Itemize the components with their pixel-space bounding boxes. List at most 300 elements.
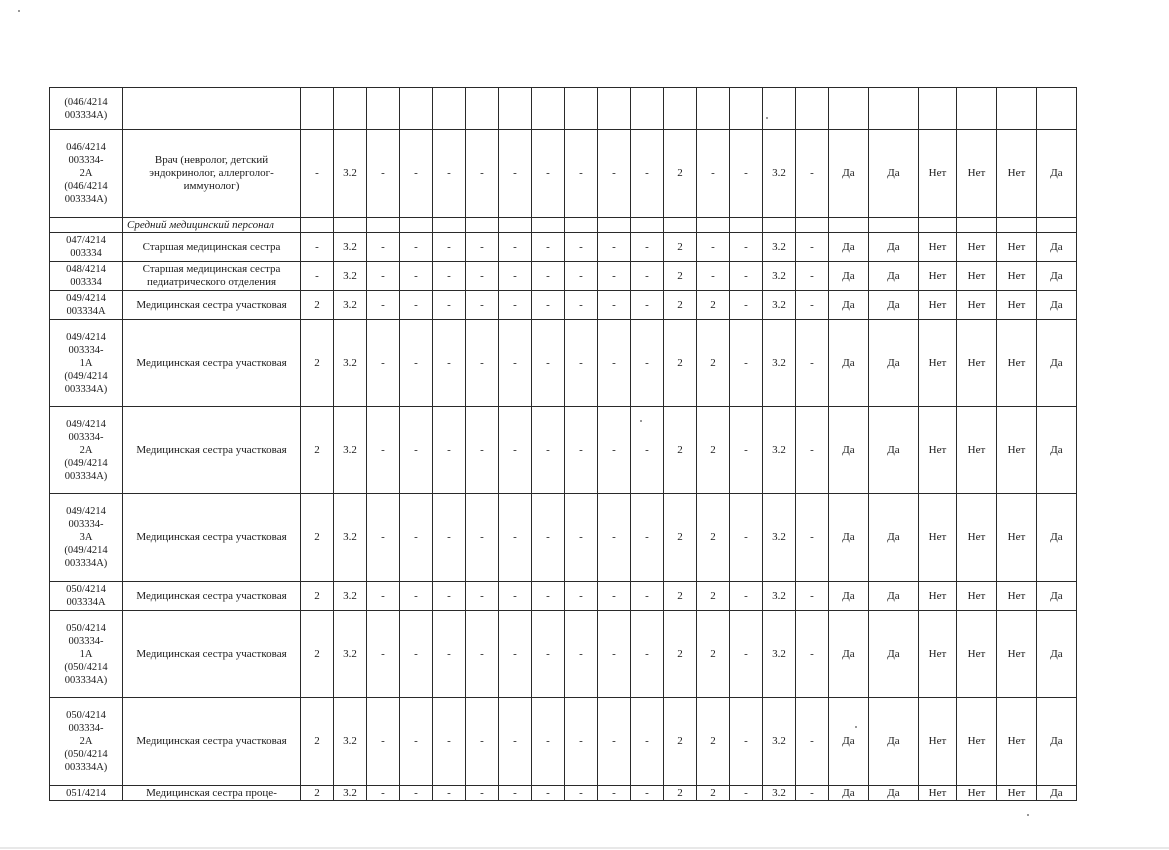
value-cell: -: [367, 786, 400, 801]
workplace-code: 051/4214: [50, 786, 123, 801]
value-cell: -: [400, 407, 433, 494]
value-cell: -: [730, 494, 763, 582]
value-cell: -: [400, 291, 433, 320]
value-cell: -: [697, 130, 730, 218]
value-cell: -: [631, 698, 664, 786]
value-cell: [1037, 88, 1077, 130]
value-cell: 3.2: [763, 130, 796, 218]
value-cell: Нет: [997, 611, 1037, 698]
value-cell: Да: [869, 698, 919, 786]
value-cell: 2: [664, 320, 697, 407]
value-cell: -: [466, 291, 499, 320]
value-cell: 2: [301, 698, 334, 786]
value-cell: 2: [697, 698, 730, 786]
value-cell: Нет: [997, 786, 1037, 801]
value-cell: -: [565, 698, 598, 786]
section-empty-cell: [499, 218, 532, 233]
value-cell: -: [433, 407, 466, 494]
value-cell: Да: [869, 611, 919, 698]
value-cell: -: [598, 786, 631, 801]
value-cell: -: [466, 233, 499, 262]
value-cell: 2: [664, 494, 697, 582]
workplace-code: 049/4214 003334- 1А (049/4214 003334А): [50, 320, 123, 407]
value-cell: -: [466, 698, 499, 786]
value-cell: 3.2: [334, 130, 367, 218]
value-cell: -: [400, 494, 433, 582]
value-cell: 3.2: [334, 320, 367, 407]
value-cell: -: [796, 320, 829, 407]
value-cell: [400, 88, 433, 130]
value-cell: -: [565, 233, 598, 262]
value-cell: -: [598, 262, 631, 291]
value-cell: 3.2: [763, 233, 796, 262]
value-cell: -: [400, 582, 433, 611]
value-cell: Нет: [997, 262, 1037, 291]
value-cell: Да: [1037, 262, 1077, 291]
value-cell: -: [598, 582, 631, 611]
table-row: [50, 698, 1156, 786]
value-cell: Да: [829, 233, 869, 262]
value-cell: 2: [301, 494, 334, 582]
value-cell: -: [796, 611, 829, 698]
value-cell: -: [631, 786, 664, 801]
value-cell: 3.2: [763, 291, 796, 320]
value-cell: -: [532, 130, 565, 218]
value-cell: -: [730, 262, 763, 291]
value-cell: [565, 88, 598, 130]
value-cell: -: [433, 320, 466, 407]
position-name: Медицинская сестра проце-: [123, 786, 301, 801]
workplace-code: 046/4214 003334- 2А (046/4214 003334А): [50, 130, 123, 218]
value-cell: Нет: [919, 582, 957, 611]
value-cell: Да: [829, 611, 869, 698]
scan-edge: [0, 847, 1169, 849]
value-cell: [796, 88, 829, 130]
value-cell: 3.2: [763, 320, 796, 407]
value-cell: [664, 88, 697, 130]
value-cell: -: [631, 320, 664, 407]
value-cell: [367, 88, 400, 130]
value-cell: 3.2: [334, 291, 367, 320]
value-cell: Да: [1037, 291, 1077, 320]
value-cell: -: [499, 698, 532, 786]
table-row: [50, 611, 1156, 698]
value-cell: 2: [301, 407, 334, 494]
value-cell: -: [598, 611, 631, 698]
value-cell: Нет: [997, 698, 1037, 786]
value-cell: -: [499, 130, 532, 218]
value-cell: -: [433, 786, 466, 801]
value-cell: Нет: [957, 233, 997, 262]
value-cell: Нет: [997, 291, 1037, 320]
value-cell: Да: [1037, 786, 1077, 801]
value-cell: -: [796, 582, 829, 611]
value-cell: -: [532, 233, 565, 262]
value-cell: Нет: [957, 582, 997, 611]
value-cell: -: [730, 320, 763, 407]
value-cell: Нет: [957, 130, 997, 218]
section-empty-cell: [631, 218, 664, 233]
value-cell: Нет: [997, 233, 1037, 262]
value-cell: -: [730, 582, 763, 611]
table-row: [50, 130, 1156, 218]
value-cell: Да: [829, 130, 869, 218]
value-cell: Нет: [919, 291, 957, 320]
value-cell: Да: [869, 291, 919, 320]
value-cell: -: [565, 611, 598, 698]
value-cell: -: [433, 698, 466, 786]
section-empty-cell: [664, 218, 697, 233]
value-cell: 3.2: [334, 611, 367, 698]
workplace-code: 049/4214 003334А: [50, 291, 123, 320]
position-name: Медицинская сестра участковая: [123, 698, 301, 786]
value-cell: Да: [829, 320, 869, 407]
value-cell: 3.2: [334, 786, 367, 801]
workplace-code: 050/4214 003334А: [50, 582, 123, 611]
value-cell: [433, 88, 466, 130]
value-cell: -: [631, 262, 664, 291]
value-cell: [919, 88, 957, 130]
value-cell: -: [631, 130, 664, 218]
section-empty-cell: [919, 218, 957, 233]
position-name: Старшая медицинская сестра: [123, 233, 301, 262]
value-cell: Да: [829, 786, 869, 801]
value-cell: 2: [664, 698, 697, 786]
value-cell: -: [532, 262, 565, 291]
value-cell: -: [565, 494, 598, 582]
table-row: [50, 786, 1156, 801]
section-empty-cell: [697, 218, 730, 233]
value-cell: [763, 88, 796, 130]
value-cell: -: [466, 262, 499, 291]
value-cell: Да: [869, 407, 919, 494]
value-cell: Да: [869, 786, 919, 801]
value-cell: Нет: [957, 262, 997, 291]
value-cell: -: [400, 698, 433, 786]
value-cell: -: [466, 320, 499, 407]
workplace-assessment-table: [49, 87, 1156, 801]
value-cell: 2: [664, 786, 697, 801]
workplace-code: 048/4214 003334: [50, 262, 123, 291]
value-cell: -: [466, 582, 499, 611]
value-cell: -: [565, 262, 598, 291]
value-cell: -: [367, 494, 400, 582]
value-cell: -: [499, 262, 532, 291]
value-cell: 3.2: [334, 233, 367, 262]
value-cell: -: [499, 233, 532, 262]
section-empty-cell: [829, 218, 869, 233]
value-cell: Нет: [919, 233, 957, 262]
value-cell: 2: [697, 611, 730, 698]
section-empty-cell: [532, 218, 565, 233]
position-name: Медицинская сестра участковая: [123, 611, 301, 698]
value-cell: -: [796, 698, 829, 786]
value-cell: 2: [664, 611, 697, 698]
value-cell: Нет: [997, 130, 1037, 218]
value-cell: -: [466, 494, 499, 582]
value-cell: -: [532, 494, 565, 582]
value-cell: -: [565, 582, 598, 611]
value-cell: Да: [869, 320, 919, 407]
section-title: Средний медицинский персонал: [123, 218, 301, 233]
workplace-code: 050/4214 003334- 1А (050/4214 003334А): [50, 611, 123, 698]
position-name: Старшая медицинская сестра педиатрического отделения: [123, 262, 301, 291]
table-row: [50, 291, 1156, 320]
value-cell: 2: [301, 291, 334, 320]
value-cell: 2: [697, 320, 730, 407]
value-cell: -: [796, 494, 829, 582]
table-row: [50, 320, 1156, 407]
value-cell: 2: [664, 291, 697, 320]
value-cell: -: [433, 291, 466, 320]
value-cell: 3.2: [334, 698, 367, 786]
value-cell: -: [499, 320, 532, 407]
table-body: [50, 88, 1156, 801]
value-cell: 3.2: [763, 786, 796, 801]
value-cell: -: [631, 582, 664, 611]
value-cell: -: [730, 786, 763, 801]
section-empty-cell: [598, 218, 631, 233]
value-cell: -: [598, 494, 631, 582]
value-cell: -: [499, 611, 532, 698]
table-row: [50, 88, 1156, 130]
value-cell: -: [433, 130, 466, 218]
value-cell: -: [730, 130, 763, 218]
value-cell: -: [730, 291, 763, 320]
value-cell: 2: [697, 786, 730, 801]
value-cell: -: [598, 130, 631, 218]
value-cell: -: [301, 233, 334, 262]
value-cell: 2: [697, 582, 730, 611]
value-cell: [869, 88, 919, 130]
value-cell: Да: [1037, 582, 1077, 611]
value-cell: [997, 88, 1037, 130]
value-cell: -: [730, 698, 763, 786]
value-cell: [301, 88, 334, 130]
scan-speck: [640, 420, 642, 422]
value-cell: 2: [664, 130, 697, 218]
value-cell: [730, 88, 763, 130]
value-cell: Нет: [957, 698, 997, 786]
table-row: [50, 407, 1156, 494]
section-code-cell: [50, 218, 123, 233]
value-cell: [829, 88, 869, 130]
value-cell: Нет: [957, 786, 997, 801]
value-cell: -: [532, 698, 565, 786]
value-cell: Да: [1037, 320, 1077, 407]
value-cell: Нет: [997, 407, 1037, 494]
value-cell: Нет: [919, 698, 957, 786]
workplace-code: (046/4214 003334А): [50, 88, 123, 130]
value-cell: [499, 88, 532, 130]
value-cell: -: [400, 320, 433, 407]
value-cell: Да: [1037, 494, 1077, 582]
value-cell: -: [301, 130, 334, 218]
value-cell: -: [796, 262, 829, 291]
value-cell: -: [466, 611, 499, 698]
section-empty-cell: [957, 218, 997, 233]
value-cell: Нет: [957, 407, 997, 494]
value-cell: -: [532, 291, 565, 320]
value-cell: -: [400, 786, 433, 801]
value-cell: Да: [869, 262, 919, 291]
value-cell: -: [598, 698, 631, 786]
value-cell: -: [631, 407, 664, 494]
section-empty-cell: [433, 218, 466, 233]
table-row: [50, 582, 1156, 611]
value-cell: [334, 88, 367, 130]
value-cell: Да: [829, 698, 869, 786]
value-cell: -: [400, 130, 433, 218]
value-cell: -: [532, 582, 565, 611]
section-empty-cell: [796, 218, 829, 233]
value-cell: Нет: [919, 262, 957, 291]
value-cell: -: [499, 494, 532, 582]
value-cell: -: [565, 786, 598, 801]
value-cell: 2: [697, 407, 730, 494]
value-cell: Нет: [957, 494, 997, 582]
section-empty-cell: [466, 218, 499, 233]
value-cell: Да: [829, 262, 869, 291]
value-cell: -: [631, 494, 664, 582]
section-empty-cell: [334, 218, 367, 233]
value-cell: 3.2: [763, 611, 796, 698]
value-cell: Да: [1037, 698, 1077, 786]
value-cell: -: [565, 407, 598, 494]
section-empty-cell: [301, 218, 334, 233]
workplace-code: 049/4214 003334- 2А (049/4214 003334А): [50, 407, 123, 494]
value-cell: -: [499, 582, 532, 611]
section-empty-cell: [400, 218, 433, 233]
value-cell: 2: [664, 233, 697, 262]
value-cell: -: [565, 291, 598, 320]
value-cell: Да: [869, 130, 919, 218]
value-cell: [957, 88, 997, 130]
value-cell: -: [631, 291, 664, 320]
value-cell: -: [466, 130, 499, 218]
value-cell: -: [433, 262, 466, 291]
value-cell: Нет: [957, 291, 997, 320]
scan-speck: [766, 117, 768, 119]
value-cell: 3.2: [763, 494, 796, 582]
value-cell: -: [433, 494, 466, 582]
scan-speck: [18, 10, 20, 12]
section-empty-cell: [1037, 218, 1077, 233]
value-cell: 2: [664, 262, 697, 291]
value-cell: -: [598, 233, 631, 262]
value-cell: Нет: [919, 130, 957, 218]
value-cell: -: [730, 611, 763, 698]
table-row: [50, 233, 1156, 262]
value-cell: -: [796, 233, 829, 262]
table-row: [50, 494, 1156, 582]
value-cell: Да: [1037, 130, 1077, 218]
value-cell: 2: [697, 291, 730, 320]
value-cell: -: [499, 291, 532, 320]
value-cell: 3.2: [763, 582, 796, 611]
value-cell: 2: [664, 582, 697, 611]
value-cell: -: [796, 786, 829, 801]
value-cell: -: [367, 320, 400, 407]
workplace-code: 050/4214 003334- 2А (050/4214 003334А): [50, 698, 123, 786]
value-cell: -: [532, 320, 565, 407]
value-cell: Да: [1037, 611, 1077, 698]
value-cell: -: [466, 786, 499, 801]
value-cell: Да: [829, 582, 869, 611]
value-cell: -: [367, 698, 400, 786]
value-cell: -: [400, 233, 433, 262]
value-cell: 2: [301, 786, 334, 801]
value-cell: Нет: [997, 494, 1037, 582]
value-cell: [631, 88, 664, 130]
value-cell: Да: [869, 582, 919, 611]
value-cell: [466, 88, 499, 130]
value-cell: -: [301, 262, 334, 291]
value-cell: 3.2: [334, 407, 367, 494]
value-cell: Нет: [919, 494, 957, 582]
value-cell: 2: [697, 494, 730, 582]
position-name: Врач (невролог, детский эндокринолог, аллерголог-иммунолог): [123, 130, 301, 218]
value-cell: -: [499, 407, 532, 494]
value-cell: Нет: [957, 611, 997, 698]
value-cell: -: [565, 320, 598, 407]
value-cell: -: [532, 407, 565, 494]
value-cell: -: [796, 291, 829, 320]
section-empty-cell: [367, 218, 400, 233]
value-cell: -: [532, 611, 565, 698]
value-cell: -: [433, 233, 466, 262]
value-cell: -: [697, 233, 730, 262]
position-name: Медицинская сестра участковая: [123, 291, 301, 320]
value-cell: -: [730, 407, 763, 494]
value-cell: -: [565, 130, 598, 218]
workplace-code: 047/4214 003334: [50, 233, 123, 262]
table-row: [50, 262, 1156, 291]
position-name: Медицинская сестра участковая: [123, 407, 301, 494]
value-cell: -: [367, 291, 400, 320]
value-cell: 2: [664, 407, 697, 494]
value-cell: -: [367, 130, 400, 218]
value-cell: Да: [829, 494, 869, 582]
value-cell: Да: [1037, 233, 1077, 262]
value-cell: -: [367, 582, 400, 611]
value-cell: -: [367, 611, 400, 698]
value-cell: -: [400, 611, 433, 698]
value-cell: 2: [301, 582, 334, 611]
value-cell: Да: [869, 233, 919, 262]
value-cell: Да: [829, 407, 869, 494]
value-cell: 3.2: [763, 407, 796, 494]
value-cell: -: [499, 786, 532, 801]
value-cell: -: [631, 611, 664, 698]
value-cell: -: [466, 407, 499, 494]
value-cell: Да: [829, 291, 869, 320]
value-cell: -: [796, 130, 829, 218]
value-cell: Да: [1037, 407, 1077, 494]
value-cell: [697, 88, 730, 130]
value-cell: [532, 88, 565, 130]
value-cell: -: [631, 233, 664, 262]
value-cell: 3.2: [334, 582, 367, 611]
value-cell: -: [367, 262, 400, 291]
value-cell: Нет: [997, 320, 1037, 407]
value-cell: 3.2: [763, 262, 796, 291]
value-cell: Нет: [957, 320, 997, 407]
position-name: [123, 88, 301, 130]
value-cell: 2: [301, 611, 334, 698]
section-empty-cell: [730, 218, 763, 233]
value-cell: 3.2: [334, 494, 367, 582]
